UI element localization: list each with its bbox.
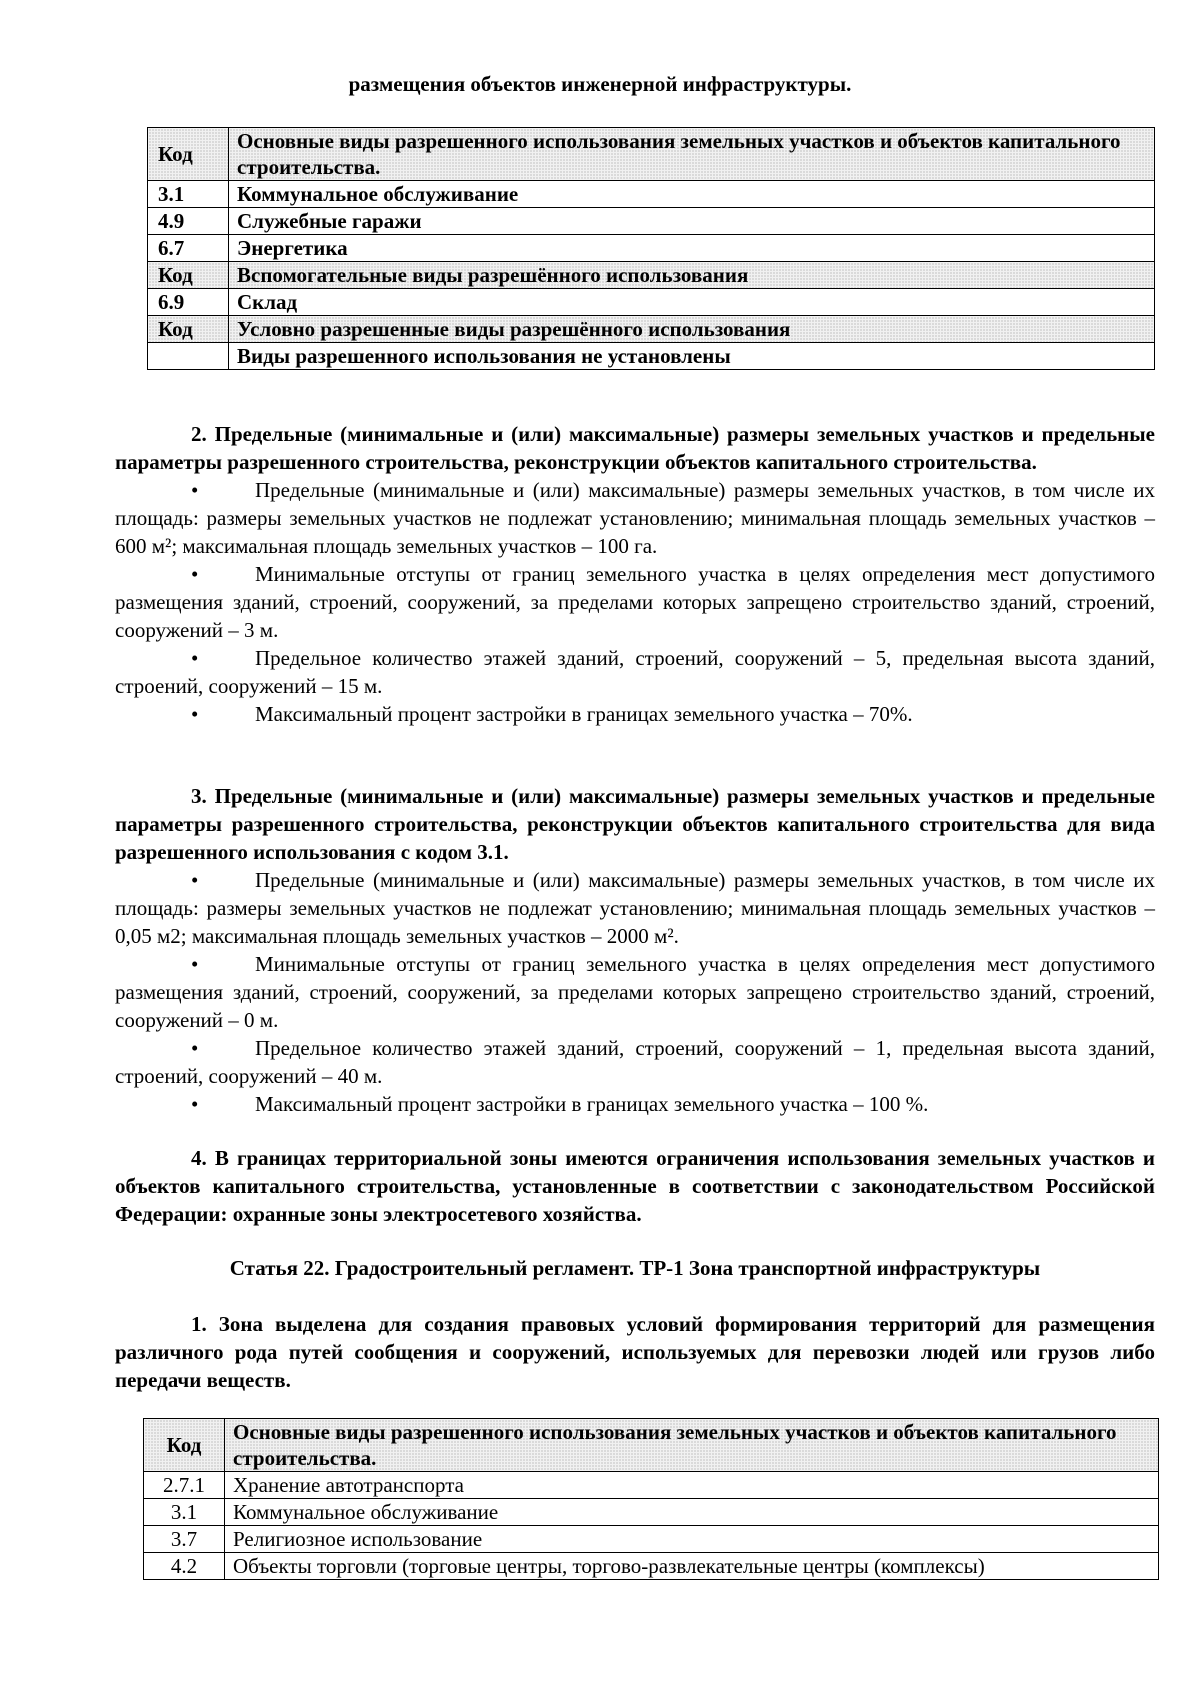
- bullet-icon: •: [191, 646, 199, 670]
- bullet-icon: •: [191, 562, 199, 586]
- table-body: [148, 128, 1155, 370]
- bullet-icon: •: [191, 702, 199, 726]
- bullet-icon: •: [191, 952, 199, 976]
- bullet-icon: •: [191, 868, 199, 892]
- code-cell: 4.2: [144, 1553, 225, 1580]
- description-cell: Основные виды разрешенного использования земельных участков и объектов капитального строительства.: [225, 1419, 1159, 1472]
- code-cell: [148, 343, 229, 370]
- section-4: [115, 1144, 1155, 1228]
- section-heading: 3. Предельные (минимальные и (или) максимальные) размеры земельных участков и предельные параметры разрешенного строительства, реконструкции объектов капитального строительства для вида разрешенного использования с кодом 3.1.: [115, 784, 1155, 864]
- code-cell: 3.1: [144, 1499, 225, 1526]
- description-cell: Склад: [229, 289, 1155, 316]
- bullet-text: Предельные (минимальные и (или) максимальные) размеры земельных участков, в том числе их площадь: размеры земельных участков не подлежат установлению; минимальная площадь земельных участков – 0,05 м2; максимальная площадь земельных участков – 2000 м².: [115, 868, 1155, 948]
- code-cell: 4.9: [148, 208, 229, 235]
- bullet-list: [115, 866, 1155, 1118]
- description-cell: Основные виды разрешенного использования земельных участков и объектов капитального строительства.: [229, 128, 1155, 181]
- table-row: [144, 1553, 1159, 1580]
- table-row: [144, 1419, 1159, 1472]
- bullet-icon: •: [191, 1092, 199, 1116]
- bullet-icon: •: [191, 1036, 199, 1060]
- table-row: [144, 1499, 1159, 1526]
- section-paragraph: 4. В границах территориальной зоны имеются ограничения использования земельных участков и объектов капитального строительства, установленные в соответствии с законодательством Российской Федерации: охранные зоны электросетевого хозяйства.: [115, 1146, 1155, 1226]
- bullet-icon: •: [191, 478, 199, 502]
- table-row: [148, 181, 1155, 208]
- description-cell: Коммунальное обслуживание: [229, 181, 1155, 208]
- table-row: [148, 208, 1155, 235]
- page-heading: размещения объектов инженерной инфраструктуры.: [348, 72, 852, 96]
- table-row: [148, 343, 1155, 370]
- bullet-text: Минимальные отступы от границ земельного участка в целях определения мест допустимого размещения зданий, строений, сооружений, за пределами которых запрещено строительство зданий, строений, сооружений – 3 м.: [115, 562, 1155, 642]
- bullet-item: [115, 644, 1155, 700]
- bullet-item: [115, 950, 1155, 1034]
- description-cell: Коммунальное обслуживание: [225, 1499, 1159, 1526]
- code-cell: Код: [144, 1419, 225, 1472]
- bullet-text: Предельные (минимальные и (или) максимальные) размеры земельных участков, в том числе их площадь: размеры земельных участков не подлежат установлению; минимальная площадь земельных участков – 600 м²; максимальная площадь земельных участков – 100 га.: [115, 478, 1155, 558]
- code-cell: Код: [148, 316, 229, 343]
- description-cell: Энергетика: [229, 235, 1155, 262]
- bullet-item: [115, 700, 1155, 728]
- description-cell: Вспомогательные виды разрешённого использования: [229, 262, 1155, 289]
- bullet-list: [115, 476, 1155, 728]
- permitted-use-table-1: [147, 127, 1155, 370]
- bullet-item: [115, 866, 1155, 950]
- bullet-item: [115, 1034, 1155, 1090]
- article-paragraph: [115, 1310, 1155, 1394]
- article-title: Статья 22. Градостроительный регламент. ТР-1 Зона транспортной инфраструктуры: [229, 1256, 1041, 1280]
- section-heading: 2. Предельные (минимальные и (или) максимальные) размеры земельных участков и предельные параметры разрешенного строительства, реконструкции объектов капитального строительства.: [115, 422, 1155, 474]
- code-cell: Код: [148, 262, 229, 289]
- description-cell: Религиозное использование: [225, 1526, 1159, 1553]
- article-paragraph-text: 1. Зона выделена для создания правовых условий формирования территорий для размещения различного рода путей сообщения и сооружений, используемых для перевозки людей или грузов либо передачи веществ.: [115, 1312, 1155, 1392]
- permitted-use-table-2: [143, 1418, 1159, 1580]
- description-cell: Виды разрешенного использования не установлены: [229, 343, 1155, 370]
- description-cell: Служебные гаражи: [229, 208, 1155, 235]
- bullet-item: [115, 476, 1155, 560]
- description-cell: Условно разрешенные виды разрешённого использования: [229, 316, 1155, 343]
- table-row: [148, 262, 1155, 289]
- table-row: [148, 128, 1155, 181]
- bullet-text: Предельное количество этажей зданий, строений, сооружений – 5, предельная высота зданий, строений, сооружений – 15 м.: [115, 646, 1155, 698]
- bullet-item: [115, 560, 1155, 644]
- table-row: [148, 235, 1155, 262]
- bullet-text: Максимальный процент застройки в границах земельного участка – 100 %.: [255, 1092, 929, 1116]
- table-row: [148, 289, 1155, 316]
- table-row: [144, 1526, 1159, 1553]
- table-row: [148, 316, 1155, 343]
- bullet-text: Предельное количество этажей зданий, строений, сооружений – 1, предельная высота зданий, строений, сооружений – 40 м.: [115, 1036, 1155, 1088]
- section-3: [115, 782, 1155, 1118]
- section-2: [115, 420, 1155, 728]
- description-cell: Объекты торговли (торговые центры, торгово-развлекательные центры (комплексы): [225, 1553, 1159, 1580]
- code-cell: Код: [148, 128, 229, 181]
- table-row: [144, 1472, 1159, 1499]
- bullet-item: [115, 1090, 1155, 1118]
- code-cell: 6.7: [148, 235, 229, 262]
- code-cell: 6.9: [148, 289, 229, 316]
- code-cell: 3.1: [148, 181, 229, 208]
- bullet-text: Минимальные отступы от границ земельного участка в целях определения мест допустимого размещения зданий, строений, сооружений, за пределами которых запрещено строительство зданий, строений, сооружений – 0 м.: [115, 952, 1155, 1032]
- table-body: [144, 1419, 1159, 1580]
- bullet-text: Максимальный процент застройки в границах земельного участка – 70%.: [255, 702, 913, 726]
- code-cell: 3.7: [144, 1526, 225, 1553]
- code-cell: 2.7.1: [144, 1472, 225, 1499]
- description-cell: Хранение автотранспорта: [225, 1472, 1159, 1499]
